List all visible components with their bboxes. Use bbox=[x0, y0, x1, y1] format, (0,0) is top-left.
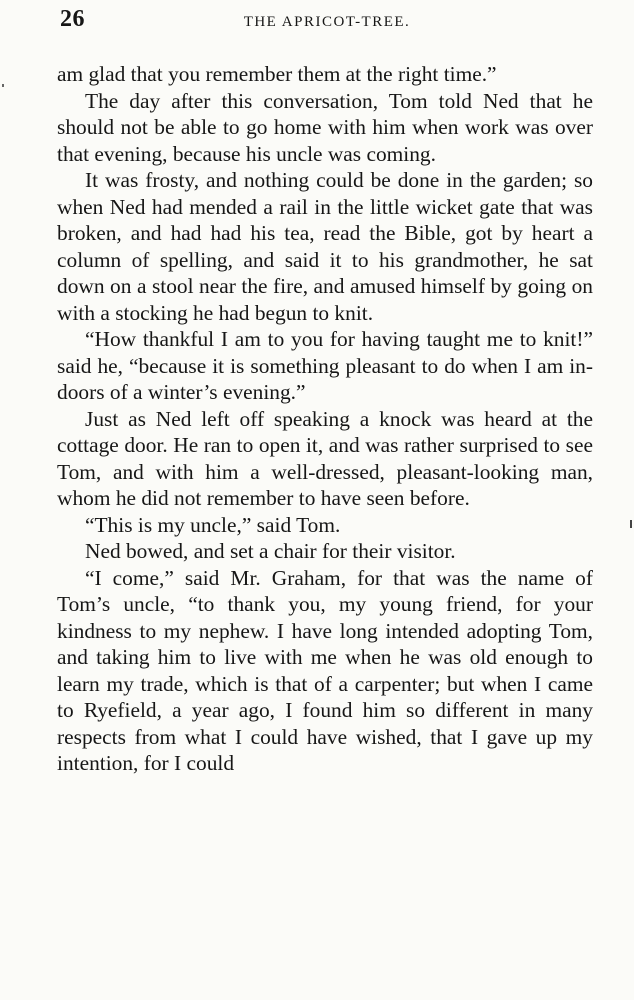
running-title: THE APRICOT-TREE. bbox=[243, 14, 411, 30]
paragraph: “This is my uncle,” said Tom. bbox=[85, 512, 341, 537]
paragraph: “I come,” said Mr. Graham, for that was the name of Tom’s uncle, “to thank you, my young friend, for your kindness to my nephew. I have long intended adopting Tom, and taking him to live with me when he was old enough to learn my trade, which is that of a carpenter; but when I came to Ryefield, a year ago, I found him so different in many respects from what I could have wished, that I gave up my intention, for I could bbox=[57, 565, 593, 775]
page-number: 26 bbox=[60, 6, 85, 32]
scan-edge-mark bbox=[630, 520, 632, 528]
paragraph: It was frosty, and nothing could be done in the garden; so when Ned had mended a rail in the little wicket gate that was broken, and had had his tea, read the Bible, got by heart a column of spelling, and said it to his grandmother, he sat down on a stool near the fire, and amused himself by going on with a stocking he had begun to knit. bbox=[57, 168, 593, 325]
paragraph: Ned bowed, and set a chair for their visitor. bbox=[85, 539, 456, 563]
paragraph: The day after this conversation, Tom told Ned that he should not be able to go home with him when work was over that evening, because his uncle was coming. bbox=[57, 88, 593, 166]
paragraph: Just as Ned left off speaking a knock was heard at the cottage door. He ran to open it, and was rather surprised to see Tom, and with him a well-dressed, pleasant-looking man, whom he did not remember to have seen before. bbox=[57, 406, 593, 510]
body-text bbox=[57, 61, 593, 777]
page-header bbox=[60, 6, 594, 36]
paragraph: “How thankful I am to you for having taught me to knit!” said he, “because it is something pleasant to do when I am in-doors of a winter’s evening.” bbox=[57, 327, 593, 404]
paragraph-continued: am glad that you remember them at the right time.” bbox=[57, 62, 497, 86]
scan-edge-mark-left bbox=[2, 84, 4, 87]
